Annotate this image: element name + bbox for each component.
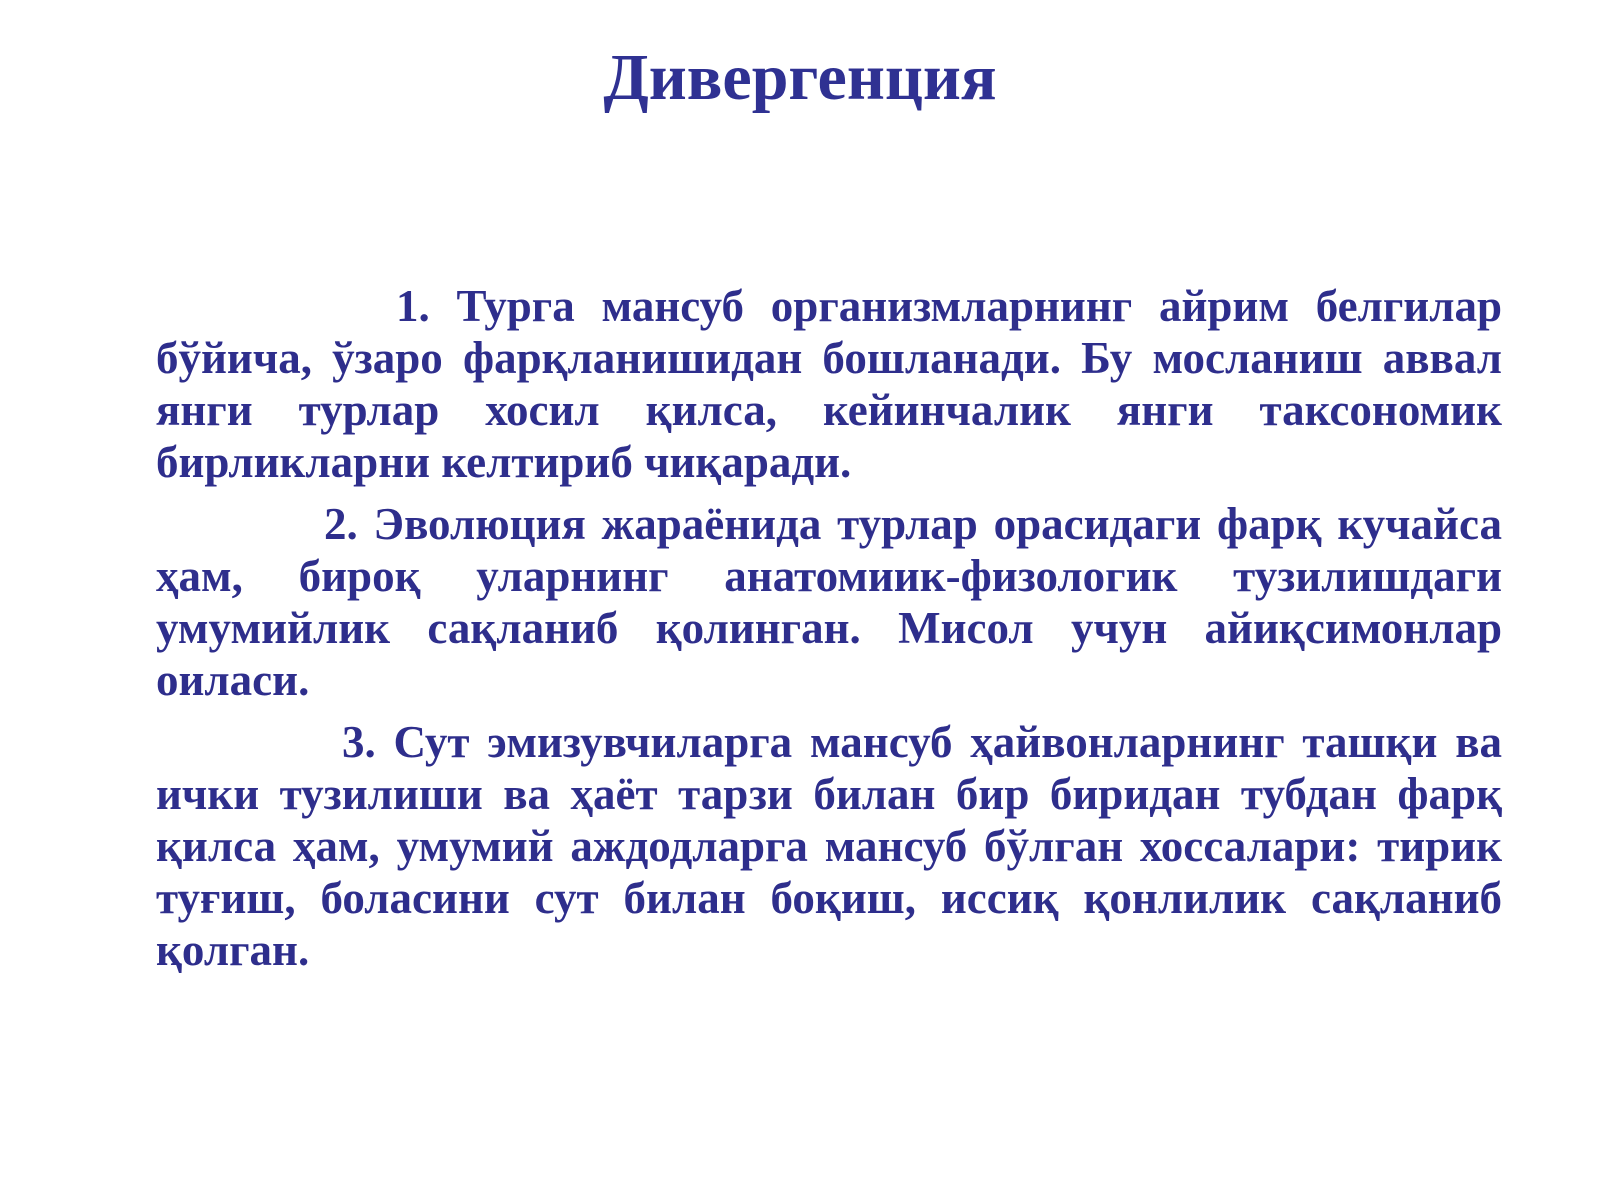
slide-title: Дивергенция (603, 41, 997, 114)
paragraph-1: 1. Турга мансуб организмларнинг айрим белгилар бўйича, ўзаро фарқланишидан бошланади. Бу мосланиш аввал янги турлар хосил қилса, кейинчалик янги таксономик бирликларни келтириб чиқаради. (156, 281, 1502, 487)
paragraph-2: 2. Эволюция жараёнида турлар орасидаги фарқ кучайса ҳам, бироқ уларнинг анатомиик-физологик тузилишдаги умумийлик сақланиб қолинган. Мисол учун айиқсимонлар оиласи. (156, 499, 1502, 705)
slide-body (156, 280, 1502, 986)
paragraph-3: 3. Сут эмизувчиларга мансуб ҳайвонларнинг ташқи ва ички тузилиши ва ҳаёт тарзи билан бир биридан тубдан фарқ қилса ҳам, умумий аждодларга мансуб бўлган хоссалари: тирик туғиш, боласини сут билан боқиш, иссиқ қонлилик сақланиб қолган. (156, 717, 1502, 975)
